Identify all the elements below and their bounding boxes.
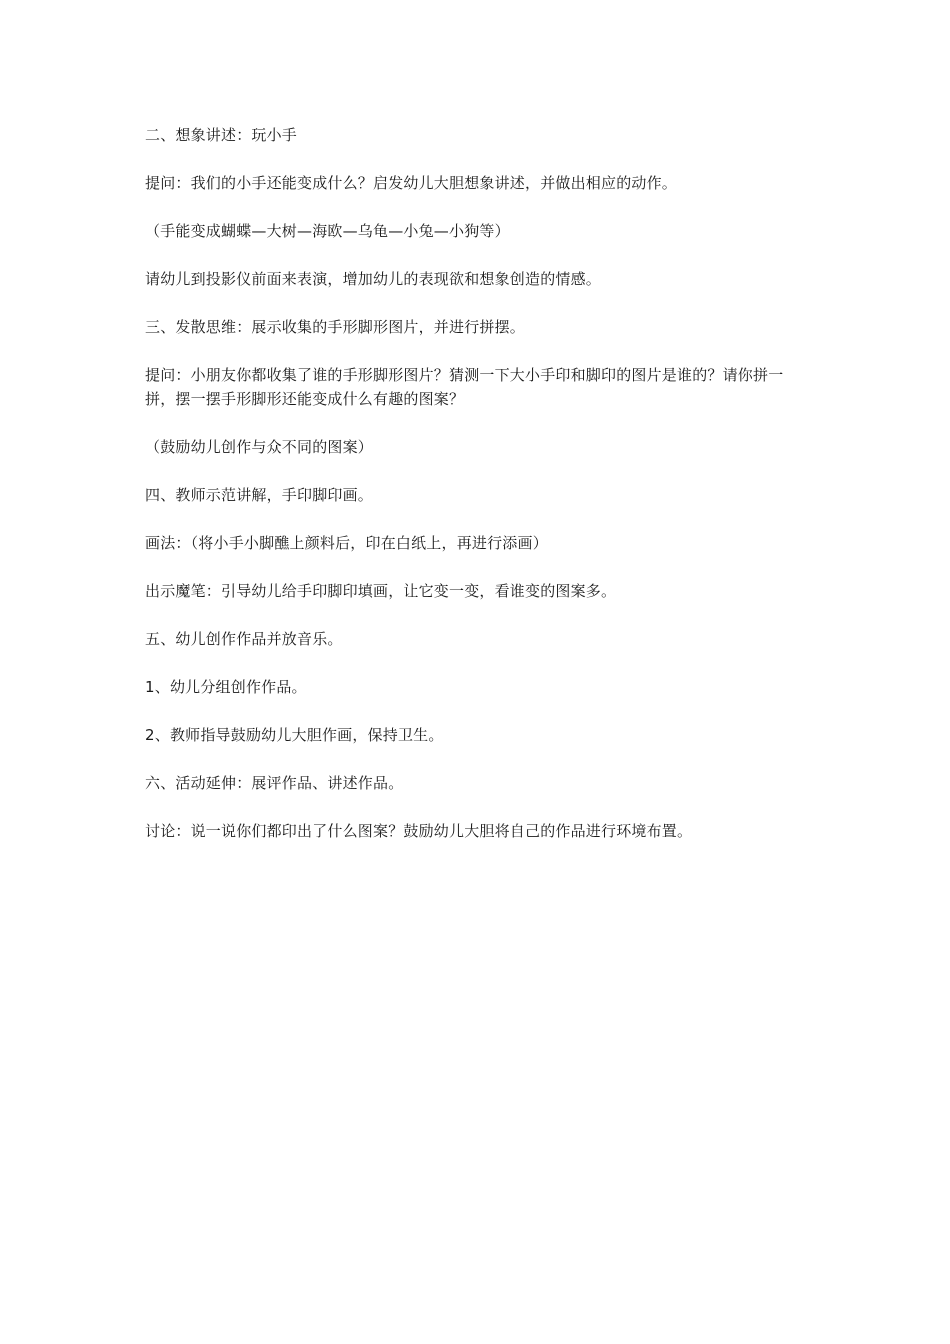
list-item-group-creation: 1、幼儿分组创作作品。 (145, 678, 307, 696)
document-body (145, 123, 810, 867)
section-heading-teacher-demo: 四、教师示范讲解，手印脚印画。 (145, 486, 374, 504)
paragraph-projector-performance: 请幼儿到投影仪前面来表演，增加幼儿的表现欲和想象创造的情感。 (145, 270, 602, 288)
paragraph-encourage-unique: （鼓励幼儿创作与众不同的图案） (145, 438, 374, 456)
paragraph-discussion: 讨论：说一说你们都印出了什么图案？鼓励幼儿大胆将自己的作品进行环境布置。 (145, 822, 693, 840)
list-item-teacher-guidance: 2、教师指导鼓励幼儿大胆作画，保持卫生。 (145, 726, 444, 744)
section-heading-extension: 六、活动延伸：展评作品、讲述作品。 (145, 774, 404, 792)
section-heading-imagination: 二、想象讲述：玩小手 (145, 126, 298, 144)
section-heading-divergent-thinking: 三、发散思维：展示收集的手形脚形图片，并进行拼摆。 (145, 318, 526, 336)
paragraph-magic-pen: 出示魔笔：引导幼儿给手印脚印填画，让它变一变，看谁变的图案多。 (145, 582, 617, 600)
paragraph-painting-method: 画法：（将小手小脚醮上颜料后，印在白纸上，再进行添画） (145, 534, 548, 552)
section-heading-creation: 五、幼儿创作作品并放音乐。 (145, 630, 343, 648)
paragraph-question-pictures: 提问：小朋友你都收集了谁的手形脚形图片？猜测一下大小手印和脚印的图片是谁的？请你拼一拼，摆一摆手形脚形还能变成什么有趣的图案？ (145, 366, 784, 408)
paragraph-question-hands: 提问：我们的小手还能变成什么？启发幼儿大胆想象讲述，并做出相应的动作。 (145, 174, 678, 192)
paragraph-hand-shapes: （手能变成蝴蝶—大树—海欧—乌龟—小兔—小狗等） (145, 222, 510, 240)
